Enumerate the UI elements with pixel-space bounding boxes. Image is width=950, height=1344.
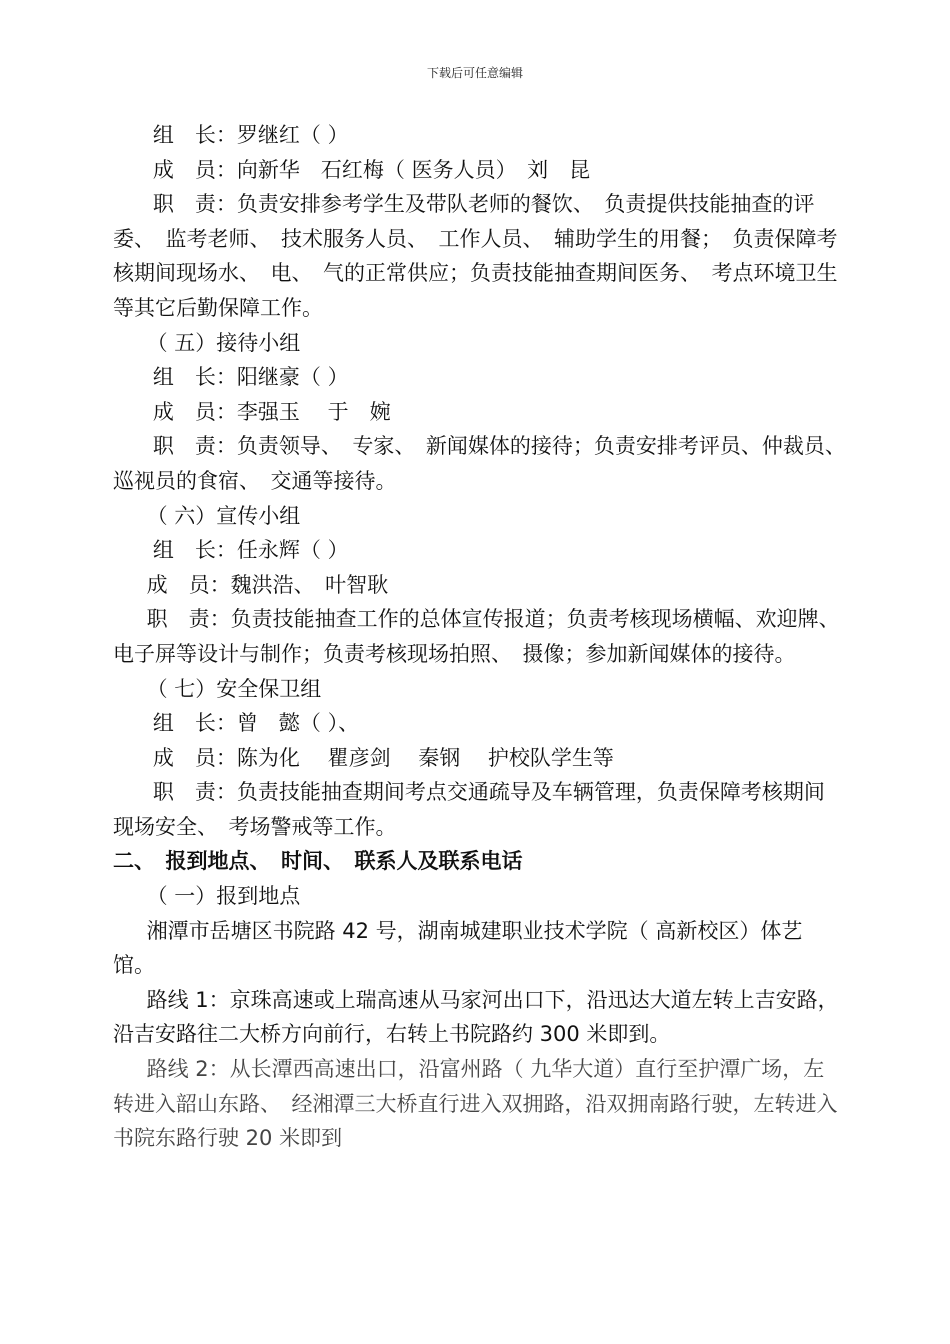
paragraph-19: 路线 1：京珠高速或上瑞高速从马家河出口下，沿迅达大道左转上吉安路，沿吉安路往二大桥方向前行，右转上书院路约 300 米即到。: [113, 987, 839, 1047]
paragraph-12: （ 七）安全保卫组: [146, 676, 322, 701]
paragraph-9: 组 长：任永辉（ ）: [152, 538, 349, 563]
paragraph-10: 成 员：魏洪浩、 叶智耿: [146, 572, 389, 597]
paragraph-4: （ 五）接待小组: [146, 330, 301, 355]
paragraph-15: 职 责：负责技能抽查期间考点交通疏导及车辆管理，负责保障考核期间现场安全、 考场警戒等工作。: [113, 780, 825, 839]
paragraph-8: （ 六）宣传小组: [146, 503, 301, 528]
paragraph-2: 成 员：向新华 石红梅（ 医务人员） 刘 昆: [152, 157, 591, 182]
paragraph-1: 组 长：罗继红（ ）: [152, 123, 349, 147]
paragraph-11: 职 责：负责技能抽查工作的总体宣传报道；负责考核现场横幅、欢迎牌、 电子屏等设计与制作；负责考核现场拍照、 摄像；参加新闻媒体的接待。: [113, 607, 851, 666]
paragraph-6: 成 员：李强玉 于 婉: [152, 399, 391, 424]
paragraph-14: 成 员：陈为化 瞿彦剑 秦钢 护校队学生等: [152, 745, 614, 770]
paragraph-5: 组 长：阳继豪（ ）: [152, 365, 349, 390]
paragraph-20: 路线 2：从长潭西高速出口，沿富州路（ 九华大道）直行至护潭广场，左转进入韶山东路、 经湘潭三大桥直行进入双拥路，沿双拥南路行驶，左转进入书院东路行驶 20 米即到: [113, 1057, 838, 1151]
section-heading: 二、 报到地点、 时间、 联系人及联系电话: [113, 849, 523, 874]
page-header: 下载后可任意编辑: [426, 66, 523, 80]
paragraph-18: 湘潭市岳塘区书院路 42 号，湖南城建职业技术学院（ 高新校区）体艺馆。: [113, 918, 803, 978]
paragraph-7: 职 责：负责领导、 专家、 新闻媒体的接待；负责安排考评员、仲裁员、 巡视员的食宿、 交通等接待。: [113, 434, 857, 493]
paragraph-13: 组 长：曾 懿（ ）、: [152, 711, 360, 736]
paragraph-3: 职 责：负责安排参考学生及带队老师的餐饮、 负责提供技能抽查的评委、 监考老师、 技术服务人员、 工作人员、 辅助学生的用餐； 负责保障考核期间现场水、 电、 气的正常供应；负责技能抽查期间医务、 考点环境卫生等其它后勤保障工作。: [113, 192, 838, 320]
document-body: [113, 118, 857, 1156]
paragraph-17: （ 一）报到地点: [146, 884, 301, 909]
